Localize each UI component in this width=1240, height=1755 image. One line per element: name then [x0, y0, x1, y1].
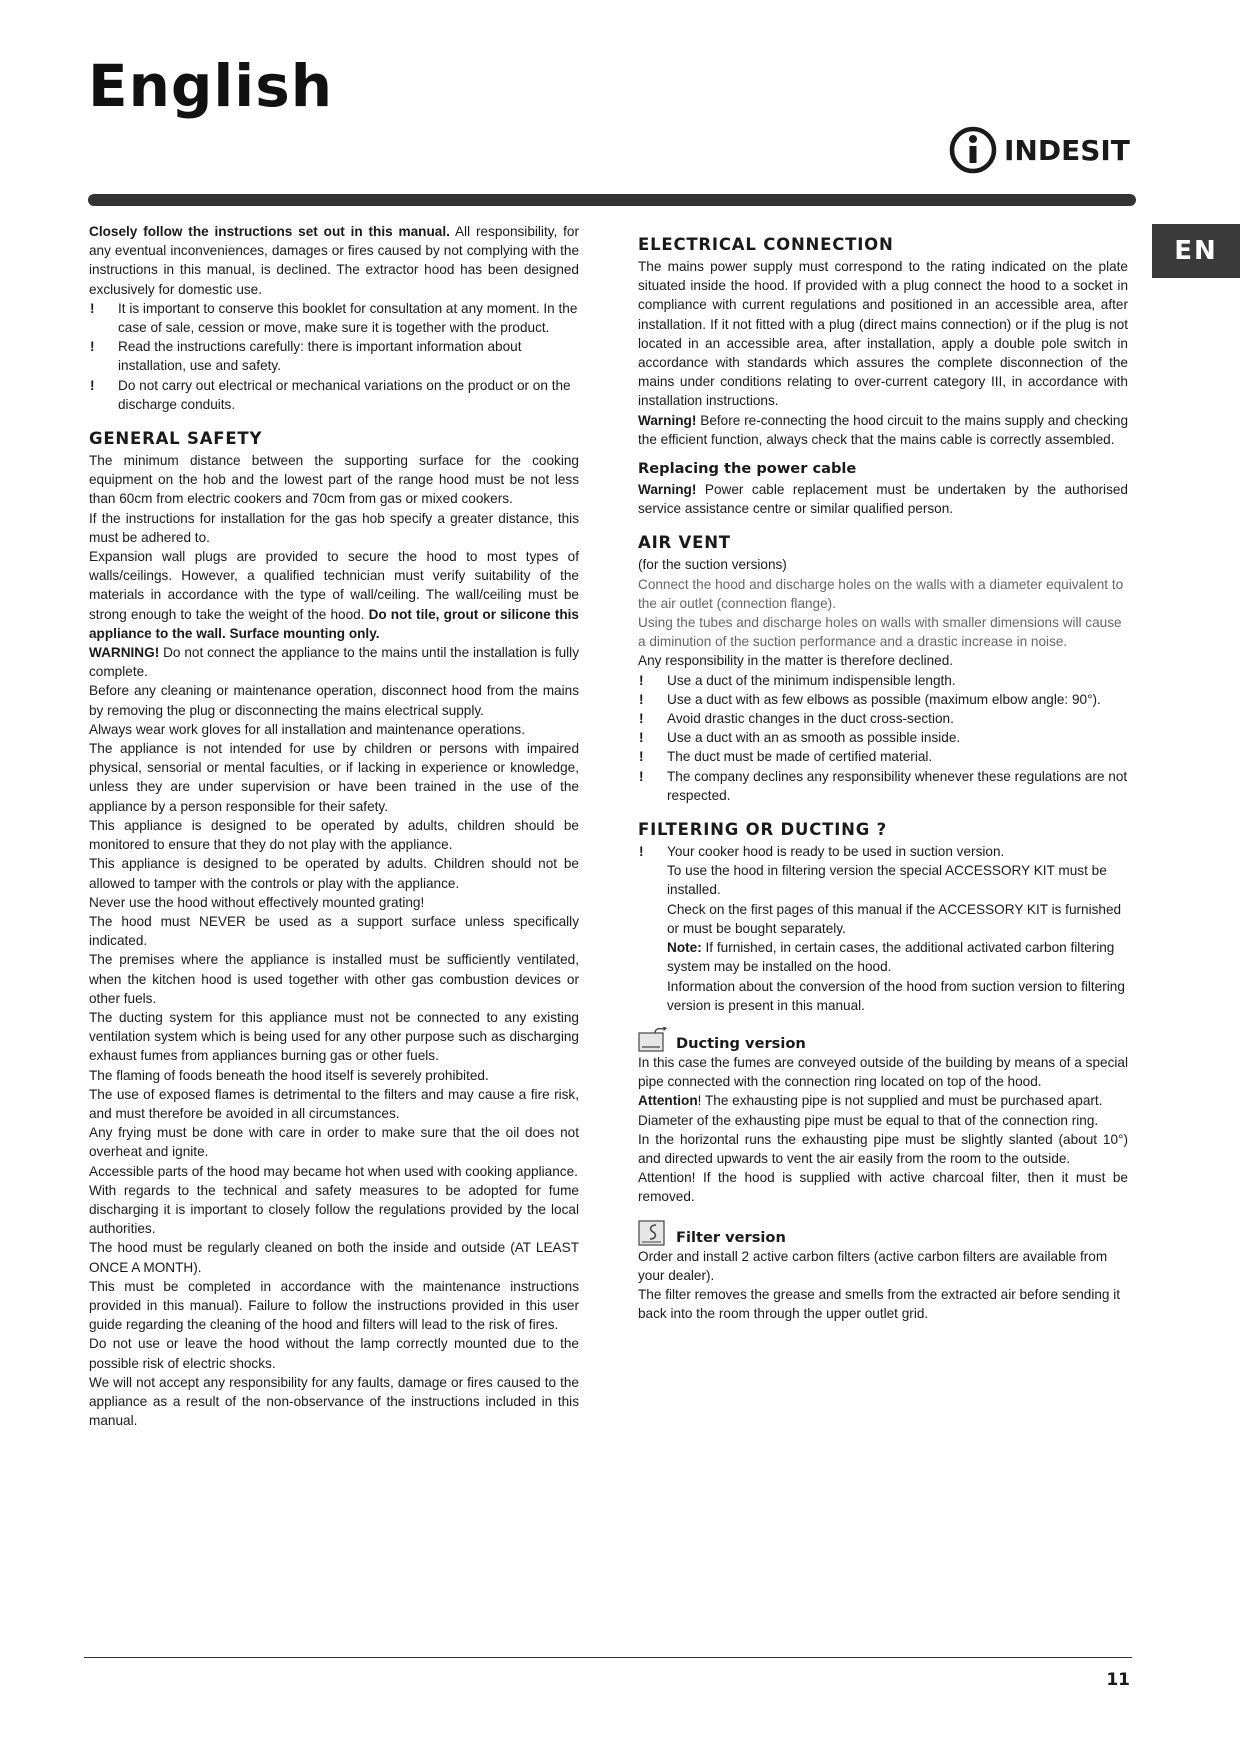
list-item: [89, 337, 579, 375]
exclamation-icon: !: [639, 730, 644, 746]
filter-version-heading: [638, 1219, 1128, 1247]
safety-paragraph: Never use the hood without effectively mounted grating!: [89, 894, 425, 910]
safety-paragraph: Accessible parts of the hood may became hot when used with cooking appliance.: [89, 1163, 578, 1179]
intro-bold: Closely follow the instructions set out in this manual.: [89, 224, 450, 239]
bullet-text: It is important to conserve this booklet for consultation at any moment. In the case of sale, cession or move, make sure it is together with the product.: [118, 300, 578, 336]
filtering-bullets: [638, 842, 1128, 861]
bullet-text: Your cooker hood is ready to be used in suction version.: [667, 844, 1005, 860]
list-item: [638, 690, 1128, 709]
exclamation-icon: !: [639, 844, 644, 860]
safety-text: Expansion wall plugs are provided to secure the hood to most types of walls/ceilings. However, a qualified technician must verify suitability of the materials in accordance with the type of wall/ceiling. The wall/ceiling must be strong enough to take the weight of the hood.: [89, 549, 579, 622]
footer-divider: [84, 1657, 1132, 1658]
bullet-text: Use a duct with as few elbows as possible (maximum elbow angle: 90°).: [667, 691, 1101, 707]
brand-name: INDESIT: [1004, 133, 1130, 167]
note-text: If furnished, in certain cases, the additional activated carbon filtering system may be installed on the hood.: [667, 940, 1115, 975]
ducting-paragraph: In this case the fumes are conveyed outside of the building by means of a special pipe connected with the connection ring located on top of the hood.: [638, 1054, 1128, 1090]
ducting-hood-icon: [638, 1027, 668, 1053]
list-item: [638, 728, 1128, 747]
header-divider: [88, 194, 1136, 206]
attention-text: ! The exhausting pipe is not supplied and must be purchased apart.: [697, 1093, 1103, 1109]
safety-paragraph: The hood must be regularly cleaned on both the inside and outside (AT LEAST ONCE A MONTH).: [89, 1240, 579, 1275]
ducting-paragraph: Diameter of the exhausting pipe must be equal to that of the connection ring.: [638, 1112, 1099, 1128]
warning-text: Before re-connecting the hood circuit to the mains supply and checking the efficient function, always check that the mains cable is correctly assembled.: [638, 412, 1128, 447]
intro-paragraph: [89, 222, 579, 299]
safety-paragraph: Before any cleaning or maintenance operation, disconnect hood from the mains by removing the plug or disconnecting the mains electrical supply.: [89, 683, 579, 718]
safety-paragraph: If the instructions for installation for the gas hob specify a greater distance, this must be adhered to.: [89, 510, 579, 545]
list-item: [638, 671, 1128, 690]
page-number: 11: [1106, 1670, 1130, 1690]
safety-paragraph: [89, 547, 579, 643]
safety-paragraph: Do not use or leave the hood without the lamp correctly mounted due to the possible risk of electric shocks.: [89, 1336, 579, 1371]
exclamation-icon: !: [639, 768, 644, 784]
exclamation-icon: !: [90, 300, 95, 316]
safety-paragraph: This appliance is designed to be operated by adults, children should be monitored to ensure that they do not play with the appliance.: [89, 817, 579, 853]
safety-paragraph: The premises where the appliance is installed must be sufficiently ventilated, when the kitchen hood is used together with other gas combustion devices or other fuels.: [89, 952, 579, 1006]
list-item: [638, 767, 1128, 805]
ducting-paragraph: In the horizontal runs the exhausting pipe must be slightly slanted (about 10°) and directed upwards to vent the air easily from the room to the outside.: [638, 1131, 1128, 1166]
filter-paragraph: The filter removes the grease and smells from the extracted air before sending it back into the room through the upper outlet grid.: [638, 1286, 1121, 1322]
safety-paragraph: Always wear work gloves for all installation and maintenance operations.: [89, 721, 525, 737]
safety-paragraph: The flaming of foods beneath the hood itself is severely prohibited.: [89, 1067, 489, 1083]
air-vent-note: Connect the hood and discharge holes on the walls with a diameter equivalent to the air outlet (connection flange).: [638, 576, 1124, 611]
note-label: Note:: [667, 940, 702, 956]
electrical-warning: [638, 411, 1128, 449]
bullet-text: Do not carry out electrical or mechanical variations on the product or on the discharge conduits.: [118, 377, 571, 412]
exclamation-icon: !: [639, 749, 644, 765]
page-title: English: [88, 52, 334, 120]
safety-paragraph: The minimum distance between the supporting surface for the cooking equipment on the hob and the lowest part of the range hood must be not less than 60cm from electric cookers and 70cm from gas or mixed cookers.: [89, 453, 579, 507]
safety-paragraph: Any frying must be done with care in order to make sure that the oil does not overheat and ignite.: [89, 1125, 579, 1160]
right-column: [638, 234, 1128, 1323]
left-column: [89, 222, 579, 1430]
safety-paragraph: The use of exposed flames is detrimental to the filters and may cause a fire risk, and must therefore be avoided in all circumstances.: [89, 1086, 579, 1121]
general-safety-heading: GENERAL SAFETY: [89, 429, 263, 449]
exclamation-icon: !: [90, 377, 95, 393]
exclamation-icon: !: [639, 672, 644, 688]
ducting-version-heading: [638, 1027, 1128, 1053]
air-vent-note: Using the tubes and discharge holes on walls with smaller dimensions will cause a diminution of the suction performance and a drastic increase in noise.: [638, 615, 1122, 650]
list-item: [89, 299, 579, 337]
filtering-paragraph: Check on the first pages of this manual if the ACCESSORY KIT is furnished or must be bought separately.: [667, 901, 1122, 936]
filter-version-title: Filter version: [676, 1228, 786, 1246]
filtering-note: [638, 938, 1128, 976]
exclamation-icon: !: [90, 339, 95, 355]
list-item: [638, 747, 1128, 766]
safety-paragraph: The appliance is not intended for use by children or persons with impaired physical, sensorial or mental faculties, or if lacking in experience or knowledge, unless they are under supervision or have been trained in the use of the appliance by a person responsible for their safety.: [89, 741, 579, 814]
bullet-text: Read the instructions carefully: there is important information about installation, use and safety.: [118, 339, 522, 374]
filter-hood-icon: [638, 1219, 668, 1247]
filtering-ducting-heading: FILTERING OR DUCTING ?: [638, 820, 888, 840]
air-vent-bullets: [638, 671, 1128, 805]
bullet-text: Use a duct of the minimum indispensible length.: [667, 672, 956, 688]
bullet-text: The duct must be made of certified material.: [667, 749, 933, 765]
ducting-paragraph: Attention! If the hood is supplied with active charcoal filter, then it must be removed.: [638, 1170, 1128, 1205]
list-item: [638, 842, 1128, 861]
safety-paragraph: This appliance is designed to be operated by adults. Children should not be allowed to tamper with the controls or play with the appliance.: [89, 856, 579, 891]
safety-paragraph: The hood must NEVER be used as a support surface unless specifically indicated.: [89, 913, 579, 949]
intro-text: All responsibility, for any eventual inconveniences, damages or fires caused by not complying with the instructions in this manual, is declined. The extractor hood has been designed exclusively for domestic use.: [89, 224, 579, 297]
electrical-paragraph: The mains power supply must correspond to the rating indicated on the plate situated inside the hood. If provided with a plug connect the hood to a socket in compliance with current regulations and positioned in an accessible area, after installation. If it not fitted with a plug (direct mains connection) or if the plug is not located in an accessible area, after installation, apply a double pole switch in accordance with standards which assures the complete disconnection of the mains under conditions relating to over-current category III, in accordance with installation instructions.: [638, 259, 1128, 409]
attention-label: Attention: [638, 1093, 698, 1109]
safety-text: Do not connect the appliance to the mains until the installation is fully complete.: [89, 645, 579, 680]
warning-label: Warning!: [638, 412, 697, 428]
ducting-version-title: Ducting version: [676, 1034, 806, 1052]
power-cable-heading: Replacing the power cable: [638, 460, 857, 478]
bullet-text: The company declines any responsibility whenever these regulations are not respected.: [667, 768, 1128, 803]
air-vent-heading: AIR VENT: [638, 533, 731, 553]
exclamation-icon: !: [639, 711, 644, 727]
warning-text: Power cable replacement must be undertaken by the authorised service assistance centre or similar qualified person.: [638, 482, 1128, 517]
ducting-attention: [638, 1091, 1128, 1110]
list-item: [89, 376, 579, 414]
filtering-paragraph: To use the hood in filtering version the special ACCESSORY KIT must be installed.: [667, 863, 1107, 898]
list-item: [638, 709, 1128, 728]
air-vent-paragraph: Any responsibility in the matter is therefore declined.: [638, 653, 954, 669]
safety-paragraph: With regards to the technical and safety measures to be adopted for fume discharging it is important to closely follow the regulations provided by the local authorities.: [89, 1182, 579, 1237]
intro-bullets: [89, 299, 579, 414]
exclamation-icon: !: [639, 691, 644, 707]
electrical-connection-heading: ELECTRICAL CONNECTION: [638, 235, 894, 254]
power-cable-warning: [638, 480, 1128, 518]
warning-label: WARNING!: [89, 645, 160, 661]
bullet-text: Avoid drastic changes in the duct cross-section.: [667, 711, 954, 727]
warning-label: Warning!: [638, 482, 697, 498]
filtering-paragraph: Information about the conversion of the hood from suction version to filtering version is present in this manual.: [667, 978, 1125, 1013]
safety-paragraph: [89, 643, 579, 681]
air-vent-subtitle: (for the suction versions): [638, 557, 787, 573]
indesit-i-icon: [948, 125, 998, 175]
safety-paragraph: The ducting system for this appliance must not be connected to any existing ventilation system which is being used for any other purpose such as discharging exhaust fumes from appliances burning gas or other fuels.: [89, 1009, 579, 1064]
safety-paragraph: This must be completed in accordance with the maintenance instructions provided in this manual). Failure to follow the instructions provided in this user guide regarding the cleaning of the hood and filters will lead to the risk of fires.: [89, 1278, 579, 1333]
brand-logo: [948, 125, 1133, 175]
filter-paragraph: Order and install 2 active carbon filters (active carbon filters are available from your dealer).: [638, 1248, 1108, 1283]
safety-bold: Do not tile, grout or silicone this appliance to the wall. Surface mounting only.: [89, 606, 579, 641]
bullet-text: Use a duct with an as smooth as possible inside.: [667, 730, 961, 746]
safety-paragraph: We will not accept any responsibility for any faults, damage or fires caused to the appliance as a result of the non-observance of the instructions included in this manual.: [89, 1374, 579, 1429]
language-tab: EN: [1152, 224, 1240, 278]
